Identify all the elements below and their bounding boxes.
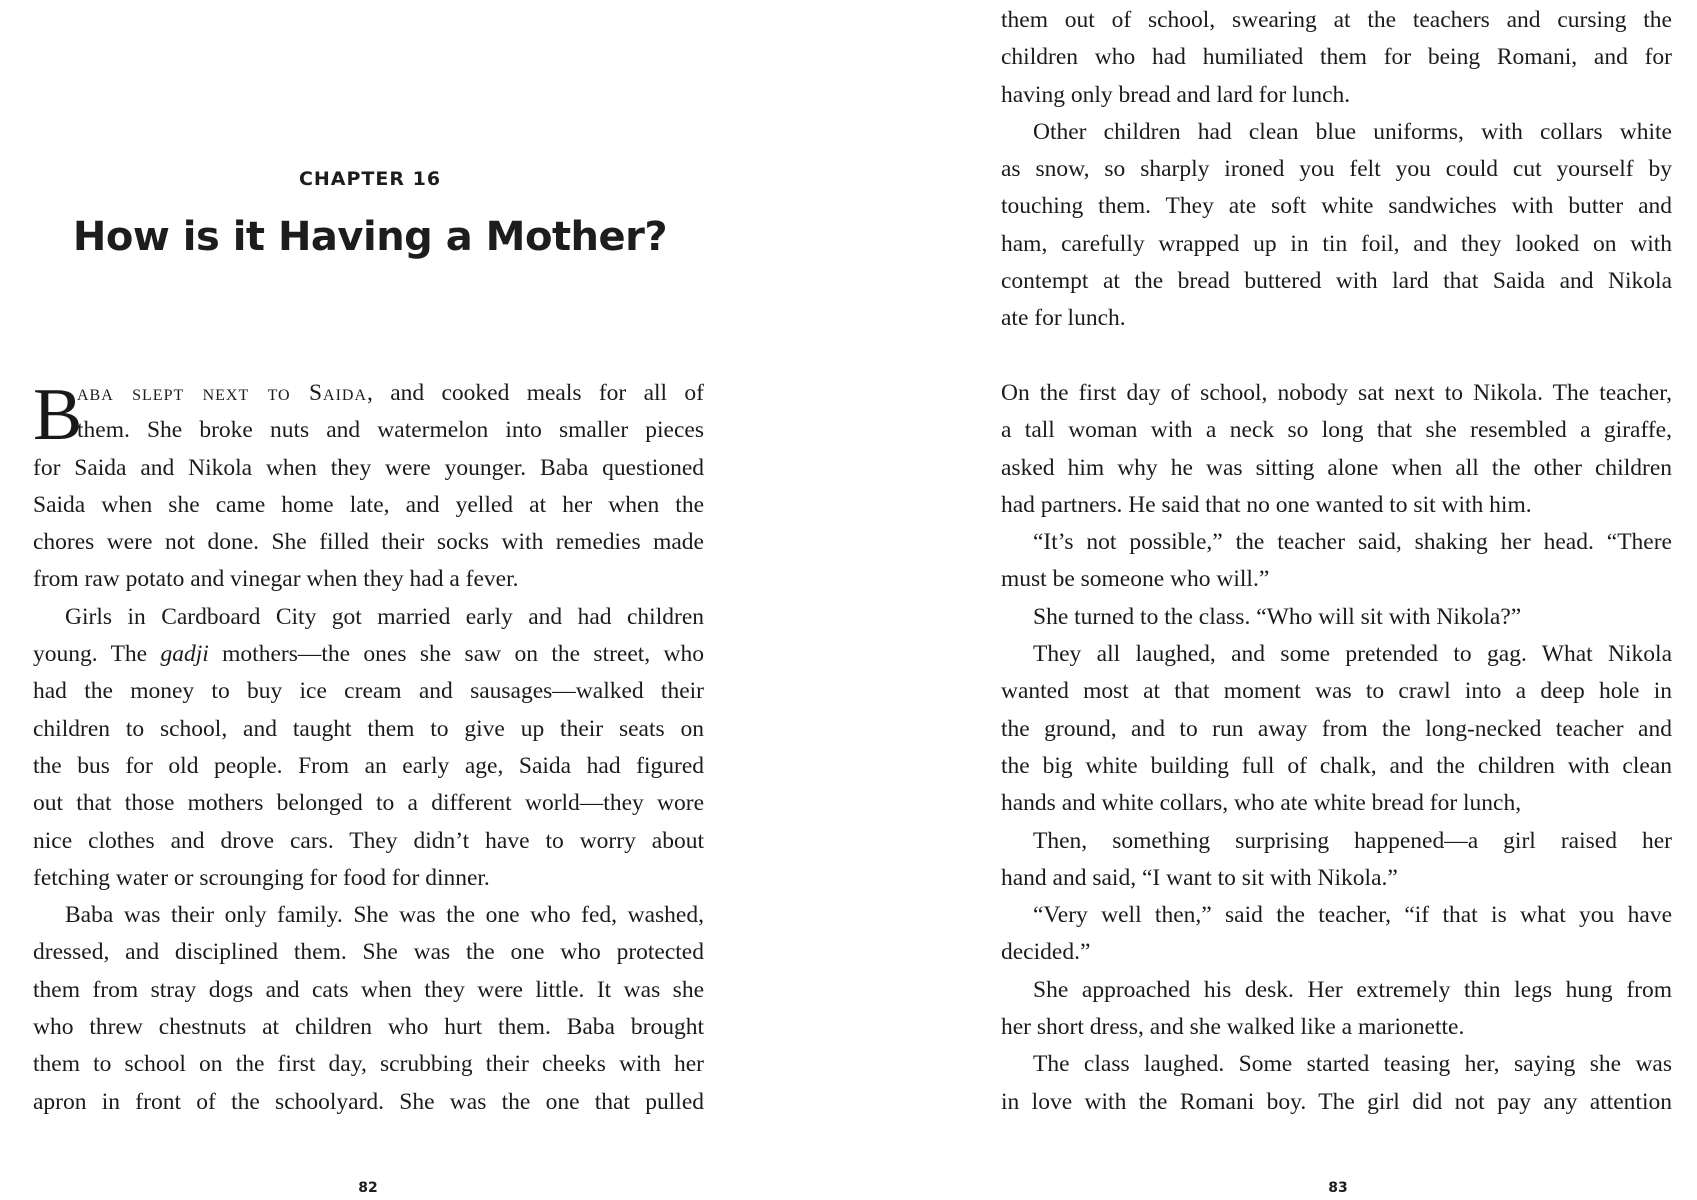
text-line: in love with the Romani boy. The girl did not pay any attention — [1001, 1088, 1672, 1115]
text-line: “It’s not possible,” the teacher said, shaking her head. “There — [1033, 529, 1672, 556]
chapter-title: How is it Having a Mother? — [72, 214, 668, 260]
text-line: children who had humiliated them for being Romani, and for — [1001, 44, 1672, 71]
text-line: contempt at the bread buttered with lard that Saida and Nikola — [1001, 268, 1672, 295]
page-number-left: 82 — [358, 1180, 378, 1196]
text-segment: mothers—the ones she saw on the street, who — [208, 641, 704, 668]
text-line: asked him why he was sitting alone when all the other children — [1001, 454, 1672, 481]
text-line: them to school on the first day, scrubbing their cheeks with her — [33, 1051, 704, 1078]
text-line: ate for lunch. — [1001, 305, 1126, 332]
text-line: On the first day of school, nobody sat next to Nikola. The teacher, — [1001, 380, 1672, 406]
text-line: the ground, and to run away from the long-necked teacher and — [1001, 715, 1672, 742]
text-line: fetching water or scrounging for food for dinner. — [33, 864, 490, 891]
text-line: Other children had clean blue uniforms, with collars white — [1033, 118, 1672, 145]
opening-small-caps: aba slept next to Saida — [77, 380, 368, 406]
italic-word: gadji — [160, 641, 209, 668]
text-line: who threw chestnuts at children who hurt them. Baba brought — [33, 1014, 704, 1041]
text-line: her short dress, and she walked like a marionette. — [1001, 1014, 1465, 1041]
text-line: decided.” — [1001, 939, 1091, 966]
text-line: They all laughed, and some pretended to gag. What Nikola — [1033, 641, 1672, 668]
text-line: She approached his desk. Her extremely thin legs hung from — [1033, 976, 1672, 1003]
text-line: Then, something surprising happened—a girl raised her — [1033, 827, 1672, 854]
body-text-right-continued — [1001, 2, 1672, 338]
text-line: wanted most at that moment was to crawl into a deep hole in — [1001, 678, 1672, 705]
drop-cap: B — [33, 374, 83, 456]
text-line: had partners. He said that no one wanted to sit with him. — [1001, 491, 1532, 518]
text-line: the big white building full of chalk, and the children with clean — [1001, 752, 1672, 779]
text-line: the bus for old people. From an early age, Saida had figured — [33, 752, 704, 779]
text-line: chores were not done. She filled their socks with remedies made — [33, 529, 704, 556]
text-line: them. She broke nuts and watermelon into smaller pieces — [77, 417, 704, 444]
text-line: Saida when she came home late, and yelled at her when the — [33, 491, 704, 518]
text-line: ham, carefully wrapped up in tin foil, and they looked on with — [1001, 230, 1672, 257]
chapter-label: CHAPTER 16 — [298, 168, 442, 190]
text-line: them out of school, swearing at the teachers and cursing the — [1001, 7, 1672, 33]
text-line: She turned to the class. “Who will sit with Nikola?” — [1033, 603, 1522, 630]
text-line: apron in front of the schoolyard. She was the one that pulled — [33, 1088, 704, 1115]
text-line: must be someone who will.” — [1001, 566, 1270, 593]
page-number-right: 83 — [1328, 1180, 1348, 1196]
text-line: out that those mothers belonged to a different world—they wore — [33, 790, 704, 817]
text-line — [33, 636, 704, 673]
text-line: The class laughed. Some started teasing her, saying she was — [1033, 1051, 1672, 1078]
text-line: had the money to buy ice cream and sausages—walked their — [33, 678, 704, 705]
text-line: from raw potato and vinegar when they had a fever. — [33, 566, 519, 593]
body-text-right-section — [1001, 375, 1672, 1121]
opening-rest: , and cooked meals for all of — [367, 380, 704, 406]
left-page — [0, 0, 848, 1200]
body-text-left — [33, 375, 704, 1121]
text-line: dressed, and disciplined them. She was the one who protected — [33, 939, 704, 966]
text-line: hands and white collars, who ate white bread for lunch, — [1001, 790, 1522, 817]
text-line: “Very well then,” said the teacher, “if that is what you have — [1033, 902, 1672, 929]
right-page — [848, 0, 1697, 1200]
text-line — [33, 375, 704, 412]
text-line: Girls in Cardboard City got married early and had children — [65, 603, 704, 630]
text-line: them from stray dogs and cats when they were little. It was she — [33, 976, 704, 1003]
text-line: as snow, so sharply ironed you felt you could cut yourself by — [1001, 156, 1672, 183]
text-line: having only bread and lard for lunch. — [1001, 81, 1351, 108]
text-line: Baba was their only family. She was the one who fed, washed, — [65, 902, 704, 929]
text-line: nice clothes and drove cars. They didn’t have to worry about — [33, 827, 704, 854]
text-line: a tall woman with a neck so long that she resembled a giraffe, — [1001, 417, 1672, 444]
text-line: for Saida and Nikola when they were younger. Baba questioned — [33, 454, 704, 481]
text-line: hand and said, “I want to sit with Nikola.” — [1001, 864, 1398, 891]
text-segment: young. The — [33, 641, 161, 668]
text-line: touching them. They ate soft white sandwiches with butter and — [1001, 193, 1672, 220]
text-line: children to school, and taught them to give up their seats on — [33, 715, 704, 742]
